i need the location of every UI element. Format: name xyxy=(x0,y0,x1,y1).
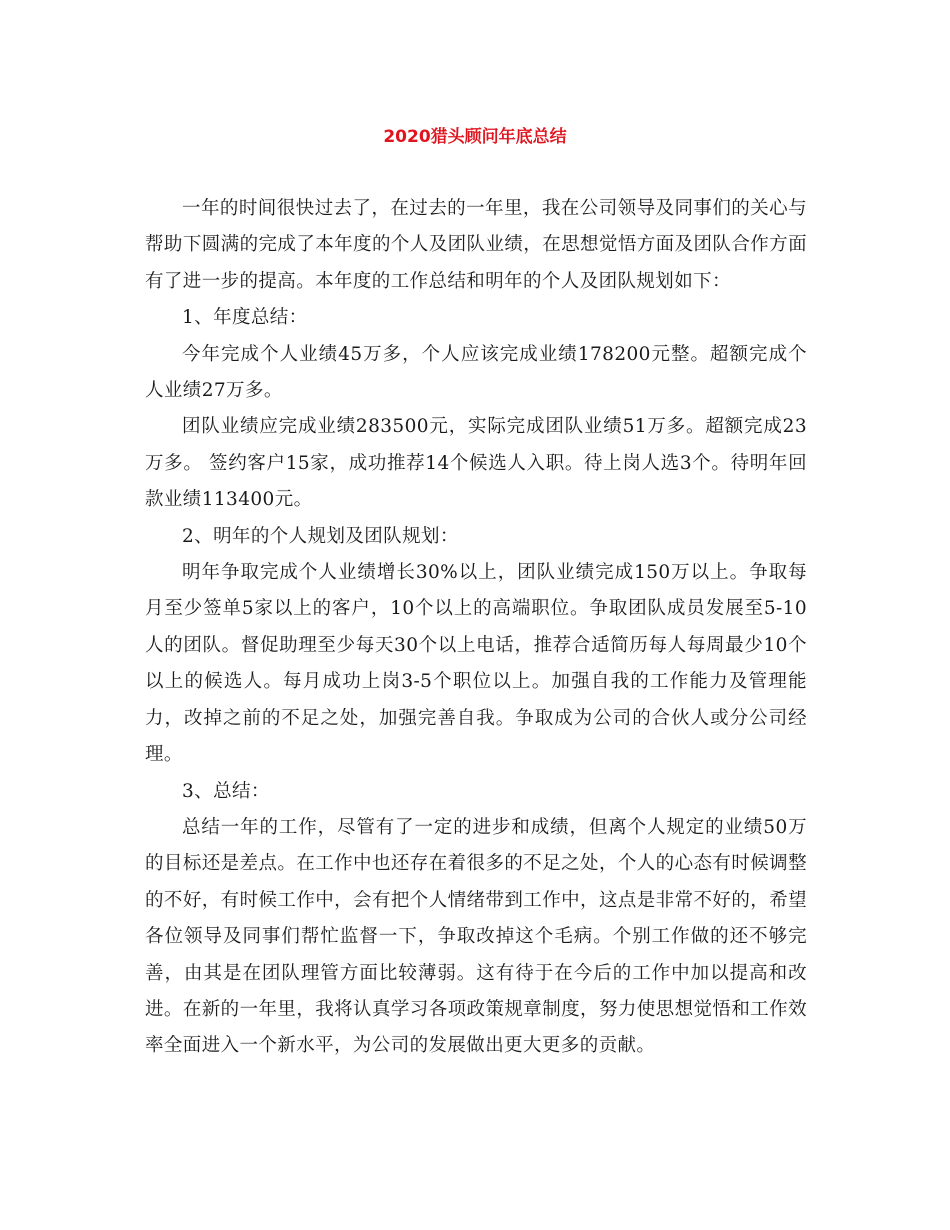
section-heading-conclusion: 3、总结： xyxy=(182,780,270,802)
section-heading-next-year-plan: 2、明年的个人规划及团队规划： xyxy=(182,525,459,547)
conclusion-paragraph: 总结一年的工作，尽管有了一定的进步和成绩，但离个人规定的业绩50万的目标还是差点。在工作中也还存在着很多的不足之处，个人的心态有时候调整的不好，有时候工作中，会有把个人情绪带到工作中，这点是非常不好的，希望各位领导及同事们帮忙监督一下，争取改掉这个毛病。个别工作做的还不够完善，由其是在团队理管方面比较薄弱。这有待于在今后的工作中加以提高和改进。在新的一年里，我将认真学习各项政策规章制度，努力使思想觉悟和工作效率全面进入一个新水平，为公司的发展做出更大更多的贡献。 xyxy=(145,816,807,1057)
document-title: 2020猎头顾问年底总结 xyxy=(383,127,567,147)
intro-paragraph: 一年的时间很快过去了，在过去的一年里，我在公司领导及同事们的关心与帮助下圆满的完成了本年度的个人及团队业绩，在思想觉悟方面及团队合作方面有了进一步的提高。本年度的工作总结和明年的个人及团队规划如下： xyxy=(145,198,807,292)
team-performance-paragraph: 团队业绩应完成业绩283500元，实际完成团队业绩51万多。超额完成23万多。 签约客户15家，成功推荐14个候选人入职。待上岗人选3个。待明年回款业绩113400元。 xyxy=(145,416,807,511)
next-year-plan-paragraph: 明年争取完成个人业绩增长30%以上，团队业绩完成150万以上。争取每月至少签单5家以上的客户，10个以上的高端职位。争取团队成员发展至5-10人的团队。督促助理至少每天30个以上电话，推荐合适简历每人每周最少10个以上的候选人。每月成功上岗3-5个职位以上。加强自我的工作能力及管理能力，改掉之前的不足之处，加强完善自我。争取成为公司的合伙人或分公司经理。 xyxy=(145,562,807,766)
section-heading-annual-summary: 1、年度总结： xyxy=(182,307,308,329)
document-body xyxy=(145,191,807,1065)
personal-performance-paragraph: 今年完成个人业绩45万多，个人应该完成业绩178200元整。超额完成个人业绩27万多。 xyxy=(145,343,807,402)
